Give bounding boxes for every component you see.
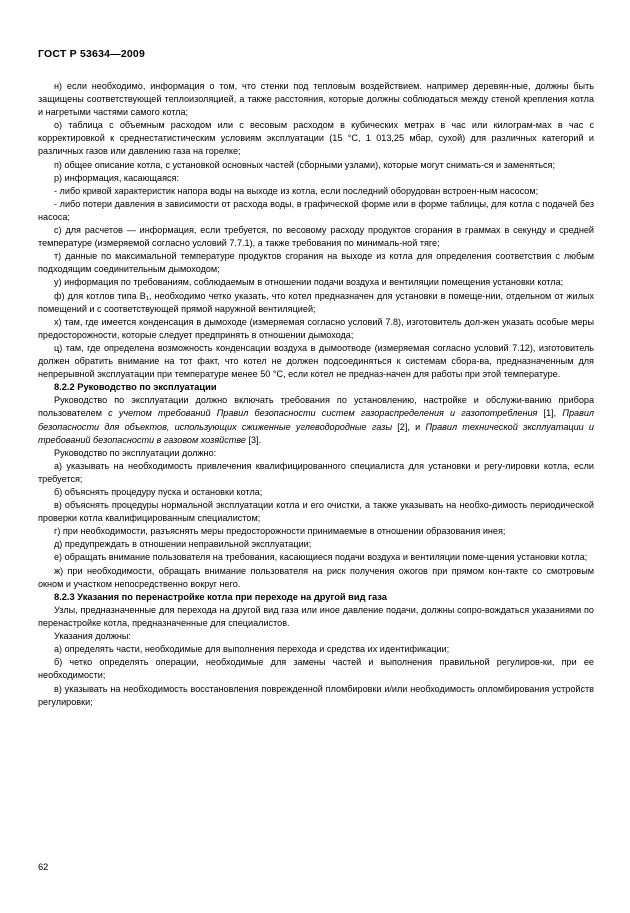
run-italic: Правил безопасности для объектов, использующих сжиженные углеводородные газы [38, 408, 595, 432]
paragraph: Руководство по эксплуатации должно: [54, 447, 217, 458]
section-heading-8-2-2: 8.2.2 Руководство по эксплуатации [54, 382, 217, 393]
paragraph: х) там, где имеется конденсация в дымоходе (измеряемая согласно условий 7.8), изготовитель дол-жен указать особые меры предосторожности, которые следует предпринять в отношении дымохода; [38, 316, 594, 340]
run-text: [1], [537, 408, 563, 419]
paragraph: Указания должны: [54, 631, 131, 642]
run-text: [2], и [392, 421, 426, 432]
run-italic: Правил технической эксплуатации и требований безопасности в газовом хозяйстве [38, 421, 594, 445]
paragraph: е) обращать внимание пользователя на требования, касающиеся подачи воздуха и вентиляции поме-щения установки котла; [54, 552, 588, 563]
paragraph: б) четко определять операции, необходимые для замены частей и выполнения правильной регулиров-ки, при ее необходимости; [38, 657, 594, 681]
paragraph: р) информация, касающаяся: [54, 172, 180, 183]
paragraph: с) для расчетов — информация, если требуется, по весовому расходу продуктов сгорания в граммах в секунду и средней температуре (измеряемой согласно условий 7.7.1), а также требования по минималь-ной тяге; [38, 225, 594, 249]
paragraph: ф) для котлов типа В₁, необходимо четко указать, что котел предназначен для установки в помеще-нии, отдельном от жилых помещений и с соответствующей прямой наружной вентиляцией; [38, 290, 594, 314]
section-heading-8-2-3: 8.2.3 Указания по перенастройке котла при переходе на другой вид газа [54, 591, 387, 602]
paragraph: а) определять части, необходимые для выполнения перехода и средства их идентификации; [54, 644, 450, 655]
paragraph: в) объяснять процедуры нормальной эксплуатации котла и его очистки, а также указывать на необхо-димость периодической проверки котла квалифицированным специалистом; [38, 500, 594, 524]
paragraph: у) информация по требованиям, соблюдаемым в отношении подачи воздуха и вентиляции помещения установки котла; [54, 277, 564, 288]
paragraph: ц) там, где определена возможность конденсации воздуха в дымоотводе (измеряемая согласно условий 7.12), изготовитель должен обратить внимание на тот факт, что котел не должен подсоединяться к системам сбора-ва, предназначенным для непрерывной эксплуатации при температуре менее 50 °С, если котел не предназ-начен для работы при этой температуре. [38, 342, 594, 380]
paragraph: - либо потери давления в зависимости от расхода воды, в графической форме или в форме таблицы, для котла с подачей без насоса; [38, 198, 594, 222]
paragraph: ж) при необходимости, обращать внимание пользователя на риск получения ожогов при прямом кон-такте со смотровым окном и участком непосредственно вокруг него. [38, 565, 594, 589]
standard-header: ГОСТ Р 53634—2009 [38, 48, 146, 60]
run-text: Руководство по эксплуатации должно включать требования по установлению, настройке и обслужи-ванию прибора пользователем [38, 395, 594, 419]
document-body [38, 80, 594, 709]
run-text: [3]. [245, 434, 262, 445]
paragraph: а) указывать на необходимость привлечения квалифицированного специалиста для установки и регу-лировки котла, если требуется; [38, 460, 594, 484]
paragraph: д) предупреждать в отношении неправильной эксплуатации; [54, 539, 312, 550]
paragraph: н) если необходимо, информация о том, что стенки под тепловым воздействием. например деревян-ные, должны быть защищены соответствующей теплоизоляцией, а также расстояния, которые должны соблюдаться между стеной крепления котла и нагретыми частями самого котла; [38, 81, 594, 118]
paragraph: в) указывать на необходимость восстановления поврежденной пломбировки и/или необходимость опломбирования устройств регулировки; [38, 683, 594, 707]
paragraph: Узлы, предназначенные для перехода на другой вид газа или иное давление подачи, должны сопро-вождаться указаниями по перенастройке котла, предназначенные для специалистов. [38, 604, 594, 629]
paragraph: п) общее описание котла, с установкой основных частей (сборными узлами), которые могут снимать-ся и заменяться; [54, 159, 555, 170]
paragraph-mixed-italic [38, 394, 594, 446]
page-number: 62 [38, 862, 49, 872]
paragraph: - либо кривой характеристик напора воды на выходе из котла, если последний оборудован встроен-ным насосом; [54, 185, 539, 196]
paragraph: о) таблица с объемным расходом или с весовым расходом в кубических метрах в час или килограм-мах в час с корректировкой к среднестатистическим условиям эксплуатации (15 °С, 1 013,25 мбар, сухой) для различных категорий и различных газов или давлению газа на горелке; [38, 120, 594, 157]
paragraph: т) данные по максимальной температуре продуктов сгорания на выходе из котла для определения соответствия с любым подходящим соединительным дымоходом; [38, 251, 594, 275]
run-italic: с учетом требований Правил безопасности систем газораспределения и газопотребления [108, 408, 538, 419]
paragraph: б) объяснять процедуру пуска и остановки котла; [54, 487, 263, 498]
paragraph: г) при необходимости, разъяснять меры предосторожности принимаемые в отношении образования инея; [54, 526, 506, 537]
